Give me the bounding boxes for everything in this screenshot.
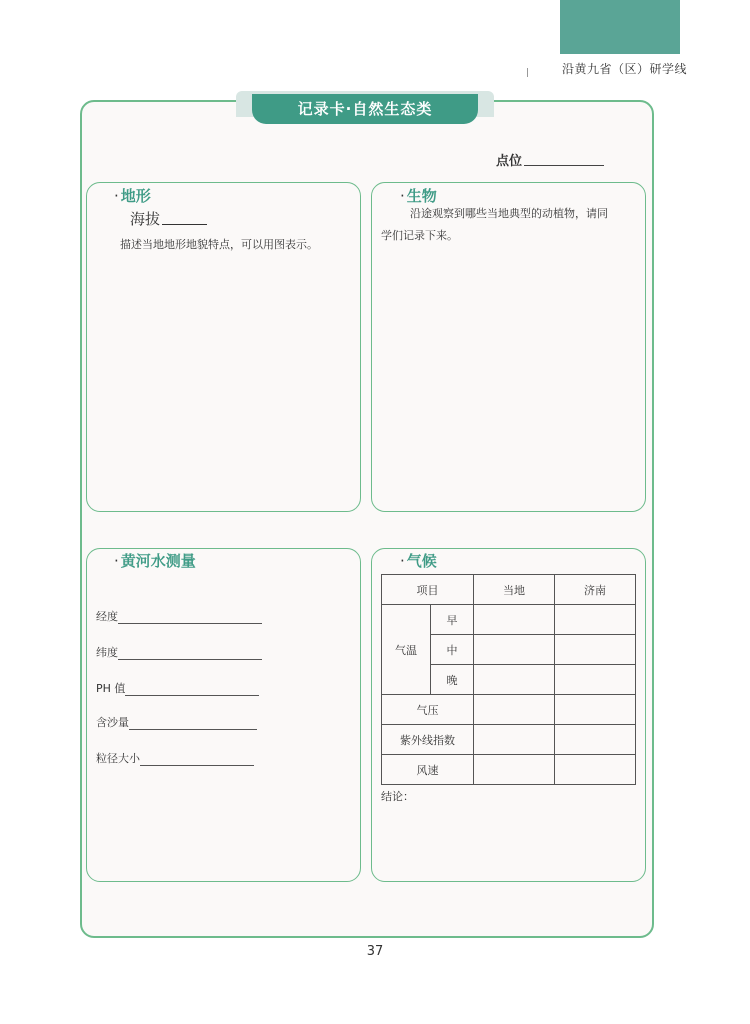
table-cell[interactable] <box>474 665 555 695</box>
table-row <box>382 695 636 725</box>
longitude-label: 经度 <box>96 610 118 623</box>
latitude-label: 纬度 <box>96 646 118 659</box>
corner-tab <box>560 0 680 54</box>
table-cell[interactable] <box>555 605 636 635</box>
table-cell[interactable] <box>474 725 555 755</box>
ph-field <box>96 680 259 696</box>
longitude-field <box>96 608 262 624</box>
table-row <box>382 725 636 755</box>
card-title: 记录卡·自然生态类 <box>252 94 478 124</box>
sediment-blank[interactable] <box>129 717 257 730</box>
longitude-blank[interactable] <box>118 611 262 624</box>
table-cell[interactable] <box>555 695 636 725</box>
terrain-title-text: 地形 <box>120 187 151 205</box>
bullet-dot: · <box>400 552 405 570</box>
table-row <box>382 755 636 785</box>
sediment-label: 含沙量 <box>96 716 129 729</box>
biology-instruction-2: 学们记录下来。 <box>381 229 458 242</box>
pressure-label: 气压 <box>382 695 474 725</box>
sediment-field <box>96 714 257 730</box>
time-evening: 晚 <box>431 665 474 695</box>
ph-label: PH 值 <box>96 682 126 695</box>
table-cell[interactable] <box>555 755 636 785</box>
terrain-panel <box>86 182 361 512</box>
table-header-row <box>382 575 636 605</box>
water-title-text: 黄河水测量 <box>120 552 196 570</box>
point-label: 点位 <box>496 154 523 169</box>
table-cell[interactable] <box>474 755 555 785</box>
wind-speed-label: 风速 <box>382 755 474 785</box>
bullet-dot: · <box>114 187 119 205</box>
uv-index-label: 紫外线指数 <box>382 725 474 755</box>
header-local: 当地 <box>474 575 555 605</box>
page-number: 37 <box>366 944 384 959</box>
grain-size-field <box>96 750 254 766</box>
point-blank[interactable] <box>524 165 604 166</box>
grain-size-blank[interactable] <box>140 753 254 766</box>
grain-size-label: 粒径大小 <box>96 752 140 765</box>
biology-instruction-1: 沿途观察到哪些当地典型的动植物，请同 <box>410 207 608 220</box>
biology-title-text: 生物 <box>406 187 437 205</box>
bullet-dot: · <box>400 187 405 205</box>
altitude-label: 海拔 <box>130 210 161 228</box>
header-item: 项目 <box>382 575 474 605</box>
climate-table <box>381 574 636 785</box>
header-divider <box>527 68 528 77</box>
latitude-field <box>96 644 262 660</box>
terrain-title <box>114 185 151 206</box>
header-jinan: 济南 <box>555 575 636 605</box>
table-cell[interactable] <box>555 635 636 665</box>
table-cell[interactable] <box>474 695 555 725</box>
ph-blank[interactable] <box>125 683 259 696</box>
bullet-dot: · <box>114 552 119 570</box>
table-cell[interactable] <box>555 725 636 755</box>
time-morning: 早 <box>431 605 474 635</box>
water-title <box>114 550 196 571</box>
latitude-blank[interactable] <box>118 647 262 660</box>
climate-title <box>400 550 437 571</box>
table-row <box>382 605 636 635</box>
table-cell[interactable] <box>474 635 555 665</box>
terrain-instruction: 描述当地地形地貌特点，可以用图表示。 <box>120 238 318 251</box>
altitude-blank[interactable] <box>162 224 207 225</box>
series-title: 沿黄九省（区）研学线 <box>562 62 688 76</box>
table-cell[interactable] <box>555 665 636 695</box>
temperature-label: 气温 <box>382 605 431 695</box>
table-cell[interactable] <box>474 605 555 635</box>
climate-title-text: 气候 <box>406 552 437 570</box>
conclusion-label: 结论： <box>381 790 414 803</box>
time-noon: 中 <box>431 635 474 665</box>
